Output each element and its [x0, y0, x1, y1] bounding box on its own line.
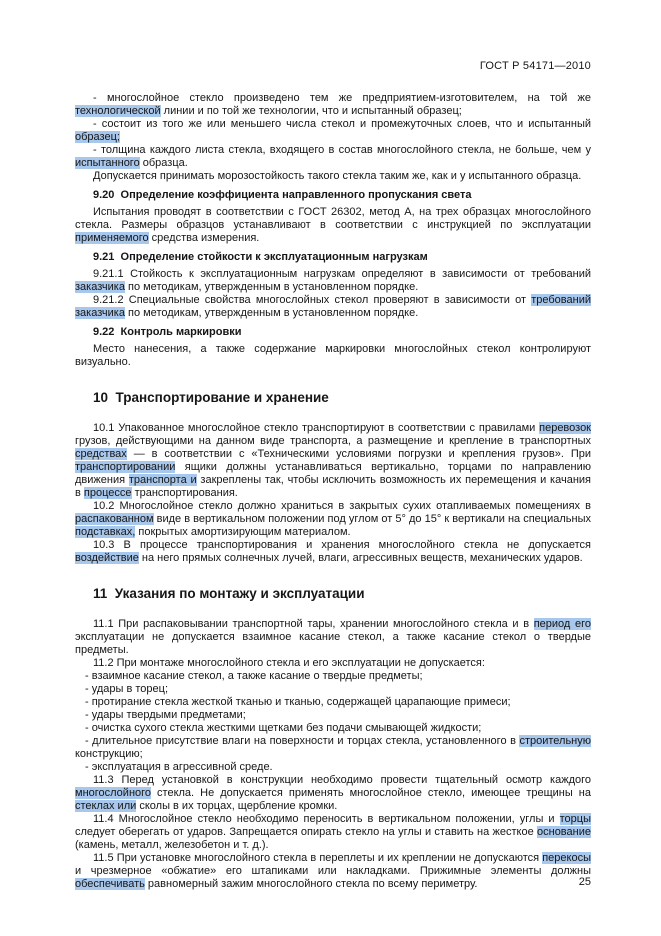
- dash-list-item: - очистка сухого стекла жесткими щетками без подачи смывающей жидкости;: [85, 722, 482, 734]
- page-number: 25: [578, 876, 591, 888]
- dash-list-item: - эксплуатация в агрессивной среде.: [85, 761, 273, 773]
- paragraph: 11.1 При распаковывании транспортной тары, хранении многослойного стекла и в период его эксплуатации не допускается взаимное касание стекол, а также касание стекол о твердые предметы.: [75, 618, 591, 656]
- text-selection-highlight: период его: [533, 618, 591, 630]
- section-heading: 11 Указания по монтажу и эксплуатации: [93, 586, 365, 601]
- paragraph: 11.4 Многослойное стекло необходимо переносить в вертикальном положении, углы и торцы следует оберегать от ударов. Запрещается опирать стекло на углы и ставить на жесткое основание (камень, металл, железобетон и т. д.).: [75, 813, 591, 851]
- text-selection-highlight: перевозок: [539, 422, 591, 434]
- paragraph: 11.5 При установке многослойного стекла в переплеты и их креплении не допускаются перекосы и чрезмерное «обжатие» его штапиками или накладками. Прижимные элементы должны обеспечивать равномерный зажим многослойного стекла по всему периметру.: [75, 852, 591, 890]
- text-selection-highlight: торцы: [559, 813, 591, 825]
- dash-list-item: - толщина каждого листа стекла, входящего в состав многослойного стекла, не больше, чем у испытанного образца.: [75, 144, 591, 169]
- paragraph: 10.3 В процессе транспортирования и хранения многослойного стекла не допускается воздействие на него прямых солнечных лучей, влаги, агрессивных веществ, механических ударов.: [75, 539, 591, 564]
- text-selection-highlight: строительную: [519, 735, 591, 747]
- text-selection-highlight: подставках,: [75, 526, 136, 538]
- text-selection-highlight: транспорта и: [128, 474, 197, 486]
- dash-list-item: - состоит из того же или меньшего числа стекол и промежуточных слоев, что и испытанный образец;: [75, 118, 591, 143]
- text-selection-highlight: требований заказчика: [75, 294, 591, 319]
- text-selection-highlight: обеспечивать: [75, 878, 145, 890]
- text-selection-highlight: процессе: [83, 487, 132, 499]
- subsection-heading: 9.20 Определение коэффициента направленного пропускания света: [93, 189, 472, 201]
- text-selection-highlight: основание: [537, 826, 591, 838]
- subsection-heading: 9.21 Определение стойкости к эксплуатационным нагрузкам: [93, 251, 428, 263]
- text-selection-highlight: испытанного: [75, 157, 140, 169]
- paragraph: 11.3 Перед установкой в конструкции необходимо провести тщательный осмотр каждого многослойного стекла. Не допускается применять многослойное стекло, имеющее трещины на стеклах или сколы в их торцах, щербление кромки.: [75, 774, 591, 812]
- page-header: [75, 60, 591, 72]
- paragraph: 9.21.2 Специальные свойства многослойных стекол проверяют в зависимости от требований заказчика по методикам, утвержденным в установленном порядке.: [75, 294, 591, 319]
- document-body: [75, 92, 591, 891]
- text-selection-highlight: образец;: [75, 131, 120, 143]
- text-selection-highlight: средствах: [75, 448, 127, 460]
- text-selection-highlight: воздействие: [75, 552, 139, 564]
- subsection-heading: 9.22 Контроль маркировки: [93, 326, 242, 338]
- text-selection-highlight: перекосы: [542, 852, 591, 864]
- text-selection-highlight: технологической: [75, 105, 161, 117]
- section-heading: 10 Транспортирование и хранение: [93, 390, 329, 405]
- paragraph: 10.1 Упакованное многослойное стекло транспортируют в соответствии с правилами перевозок грузов, действующими на данном виде транспорта, а размещение и крепление в транспортных средствах — в соответствии с «Техническими условиями погрузки и крепления грузов». При транспортировании ящики должны устанавливаться вертикально, торцами по направлению движения транспорта и закреплены так, чтобы исключить возможность их перемещения и качания в процессе транспортирования.: [75, 422, 591, 499]
- text-selection-highlight: применяемого: [75, 232, 149, 244]
- dash-list-item: - многослойное стекло произведено тем же предприятием-изготовителем, на той же технологической линии и по той же технологии, что и испытанный образец;: [75, 92, 591, 117]
- doc-number: ГОСТ Р 54171—2010: [479, 60, 591, 72]
- paragraph: 10.2 Многослойное стекло должно храниться в закрытых сухих отапливаемых помещениях в распакованном виде в вертикальном положении под углом от 5° до 15° к вертикали на специальных подставках, покрытых амортизирующим материалом.: [75, 500, 591, 538]
- dash-list-item: - удары в торец;: [85, 683, 168, 695]
- dash-list-item: - длительное присутствие влаги на поверхности и торцах стекла, установленного в строительную конструкцию;: [75, 735, 591, 760]
- paragraph: 11.2 При монтаже многослойного стекла и его эксплуатации не допускается:: [93, 657, 485, 669]
- dash-list-item: - протирание стекла жесткой тканью и тканью, содержащей царапающие примеси;: [85, 696, 511, 708]
- text-selection-highlight: распакованном: [75, 513, 154, 525]
- dash-list-item: - удары твердыми предметами;: [85, 709, 246, 721]
- paragraph: Место нанесения, а также содержание маркировки многослойных стекол контролируют визуально.: [75, 343, 591, 368]
- text-selection-highlight: многослойного: [75, 787, 152, 799]
- paragraph: 9.21.1 Стойкость к эксплуатационным нагрузкам определяют в зависимости от требований заказчика по методикам, утвержденным в установленном порядке.: [75, 268, 591, 293]
- text-selection-highlight: стеклах или: [75, 800, 137, 812]
- paragraph: Испытания проводят в соответствии с ГОСТ 26302, метод А, на трех образцах многослойного стекла. Размеры образцов устанавливают в соответствии с инструкцией по эксплуатации применяемого средства измерения.: [75, 206, 591, 244]
- text-selection-highlight: транспортировании: [75, 461, 176, 473]
- text-selection-highlight: заказчика: [75, 281, 125, 293]
- page-footer: [579, 876, 591, 888]
- paragraph: Допускается принимать морозостойкость такого стекла таким же, как и у испытанного образца.: [93, 170, 582, 182]
- dash-list-item: - взаимное касание стекол, а также касание о твердые предметы;: [85, 670, 423, 682]
